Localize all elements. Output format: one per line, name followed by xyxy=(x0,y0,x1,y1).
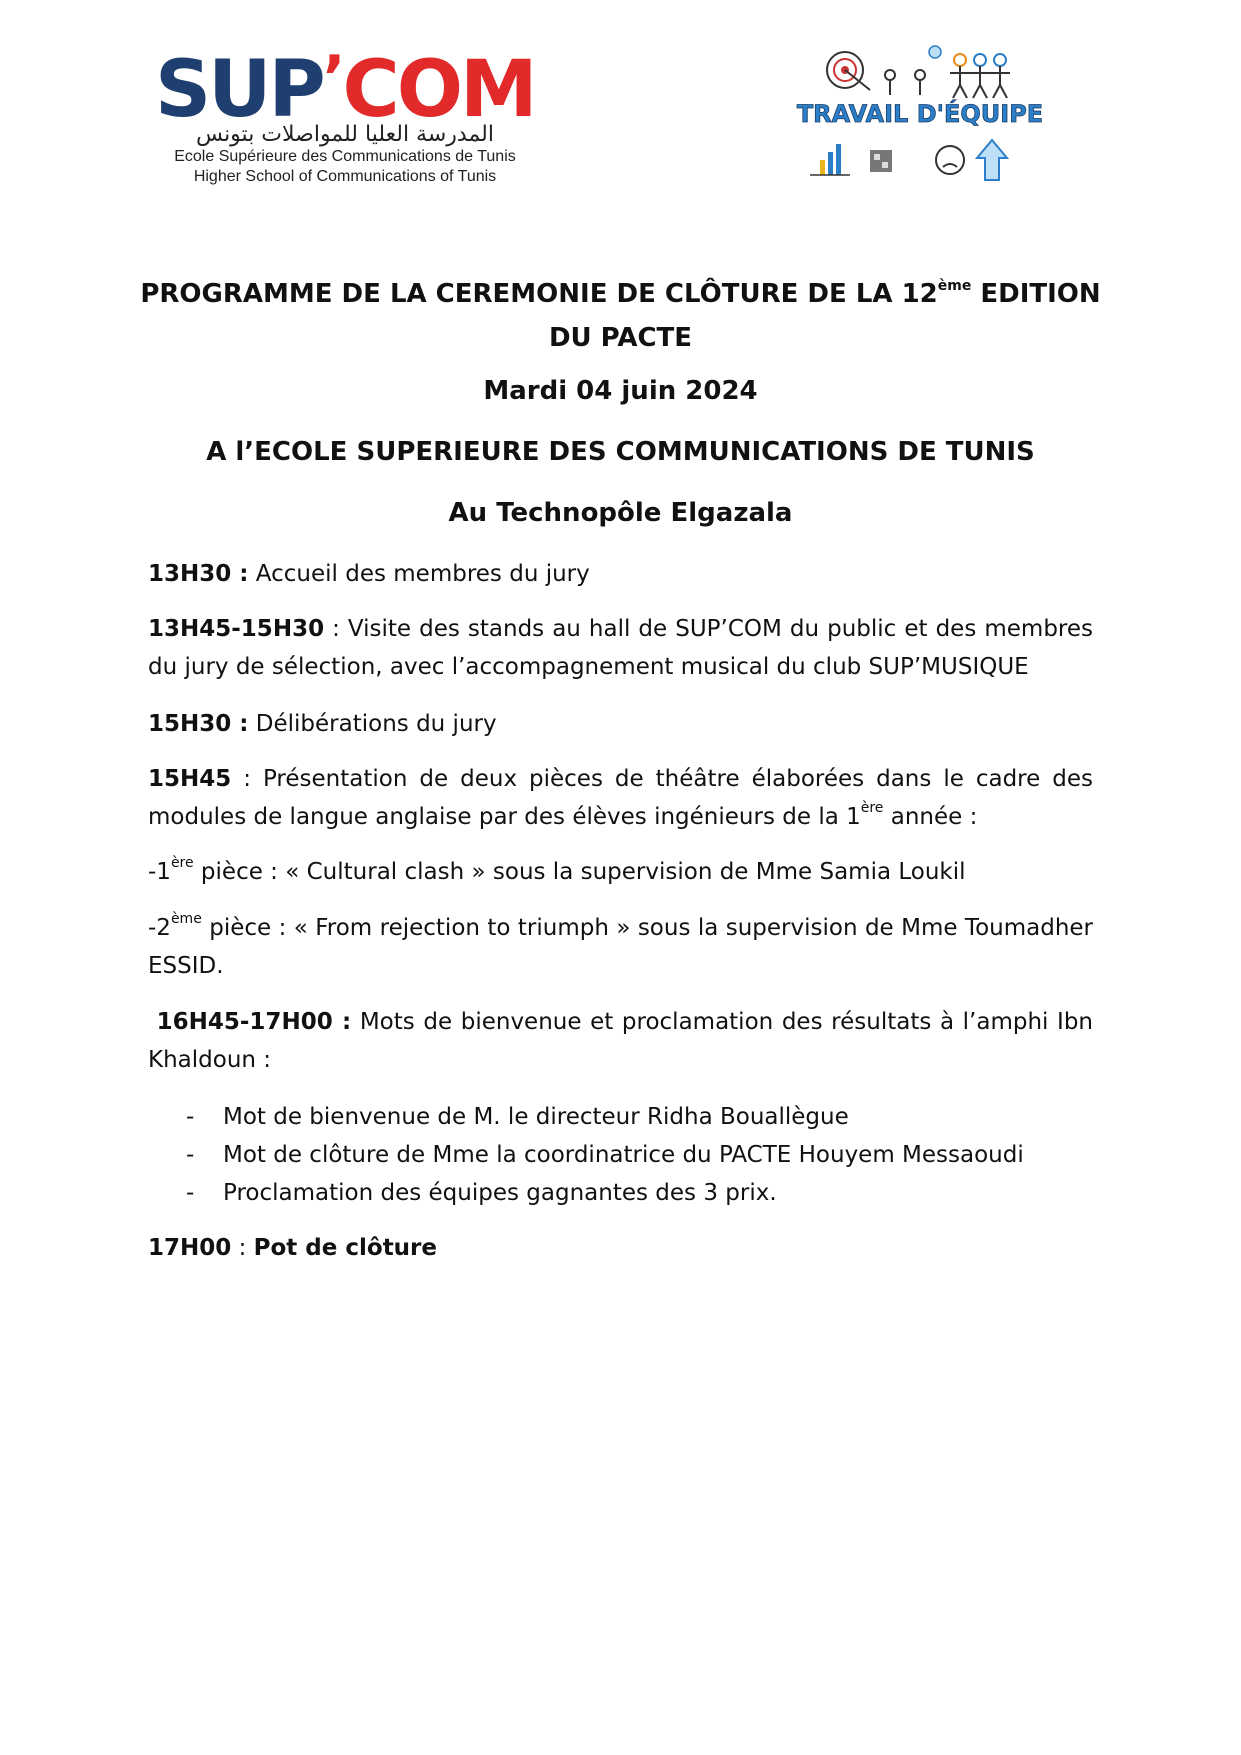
teamwork-title: TRAVAIL D'ÉQUIPE xyxy=(796,100,1044,128)
lightbulb-icon xyxy=(929,46,941,58)
program-item-1645: 16H45-17H00 : Mots de bienvenue et proclamation des résultats à l’amphi Ibn Khaldoun : xyxy=(148,1009,1094,1073)
document-title: PROGRAMME DE LA CEREMONIE DE CLÔTURE DE LA 12ème EDITION DU PACTE xyxy=(140,278,1101,353)
arrow-up-icon xyxy=(977,140,1007,180)
supcom-logo xyxy=(155,38,545,188)
chess-icon xyxy=(870,150,892,172)
brand-part1: SUP xyxy=(155,45,323,135)
teamwork-illustration xyxy=(770,40,1070,200)
program-item-1345: 13H45-15H30 : Visite des stands au hall de SUP’COM du public et des membres du jury de sélection, avec l’accompagnement musical du club SUP’MUSIQUE xyxy=(148,616,1093,680)
program-item-1700: 17H00 : Pot de clôture xyxy=(148,1235,438,1261)
bullet-list xyxy=(148,1098,1093,1212)
team-figures-icon xyxy=(885,54,1010,98)
logo-english-name: Higher School of Communications of Tunis xyxy=(193,168,497,185)
piece-1: -1ère pièce : « Cultural clash » sous la supervision de Mme Samia Loukil xyxy=(148,855,966,885)
event-venue: Au Technopôle Elgazala xyxy=(448,498,793,528)
list-item: - Proclamation des équipes gagnantes des 3 prix. xyxy=(186,1180,777,1206)
event-place: A l’ECOLE SUPERIEURE DES COMMUNICATIONS DE TUNIS xyxy=(206,437,1035,467)
list-item: - Mot de clôture de Mme la coordinatrice du PACTE Houyem Messaoudi xyxy=(186,1142,1024,1168)
logo-arabic-name: المدرسة العليا للمواصلات بتونس xyxy=(196,122,494,147)
piece-2: -2ème pièce : « From rejection to triumph » sous la supervision de Mme Toumadher ESSID. xyxy=(148,911,1093,979)
brand-apostrophe: ’ xyxy=(322,43,343,113)
program-item-1545: 15H45 : Présentation de deux pièces de théâtre élaborées dans le cadre des modules de langue anglaise par des élèves ingénieurs de la 1ère année : xyxy=(148,766,1093,830)
logo-french-name: Ecole Supérieure des Communications de Tunis xyxy=(174,148,516,165)
event-date: Mardi 04 juin 2024 xyxy=(483,376,758,406)
teamwork-drawing xyxy=(770,40,1070,200)
conflict-face-icon xyxy=(936,146,964,174)
brand-part2: COM xyxy=(342,45,535,135)
program-item-1330: 13H30 : Accueil des membres du jury xyxy=(148,561,590,587)
list-item: - Mot de bienvenue de M. le directeur Ridha Bouallègue xyxy=(186,1104,849,1130)
bar-chart-icon xyxy=(810,144,850,175)
closing-bullets xyxy=(148,1098,1093,1212)
program-item-1530: 15H30 : Délibérations du jury xyxy=(148,711,497,737)
target-icon xyxy=(827,52,870,90)
